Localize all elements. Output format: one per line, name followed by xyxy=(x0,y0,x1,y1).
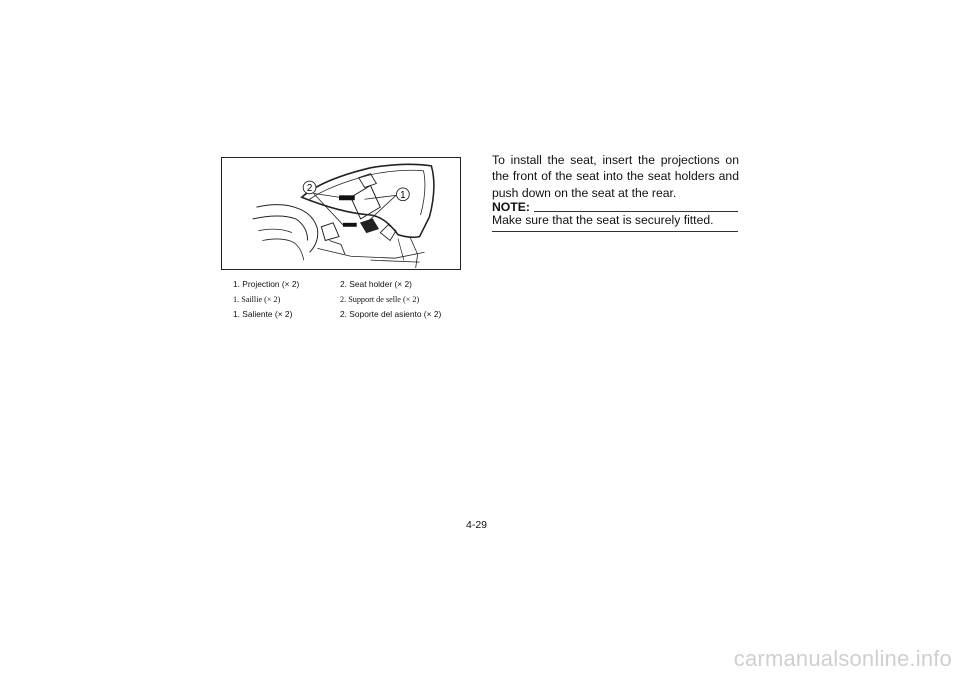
page-number: 4-29 xyxy=(466,519,488,531)
note-end-rule xyxy=(492,231,738,232)
note-label: NOTE: xyxy=(492,200,530,214)
caption-row-english xyxy=(233,277,473,292)
caption-row-french xyxy=(233,292,473,307)
install-instructions: To install the seat, insert the projections on the front of the seat into the seat holders and push down on the seat at the rear. xyxy=(492,153,739,200)
caption-projection-es: 1. Saliente (× 2) xyxy=(233,309,293,319)
caption-seat-holder-fr: 2. Support de selle (× 2) xyxy=(340,295,420,304)
watermark: carmanualsonline.info xyxy=(733,646,952,671)
figure-captions xyxy=(233,277,473,322)
caption-projection-en: 1. Projection (× 2) xyxy=(233,279,300,289)
caption-projection-fr: 1. Saillie (× 2) xyxy=(233,295,281,304)
note-text: Make sure that the seat is securely fitted. xyxy=(492,213,714,227)
seat-installation-illustration xyxy=(221,157,461,270)
caption-seat-holder-en: 2. Seat holder (× 2) xyxy=(340,279,412,289)
caption-row-spanish xyxy=(233,307,473,322)
seat-illustration-drawing xyxy=(222,158,460,269)
caption-seat-holder-es: 2. Soporte del asiento (× 2) xyxy=(340,309,442,319)
callout-2-label: 2 xyxy=(306,182,313,194)
callout-1-label: 1 xyxy=(400,189,406,201)
